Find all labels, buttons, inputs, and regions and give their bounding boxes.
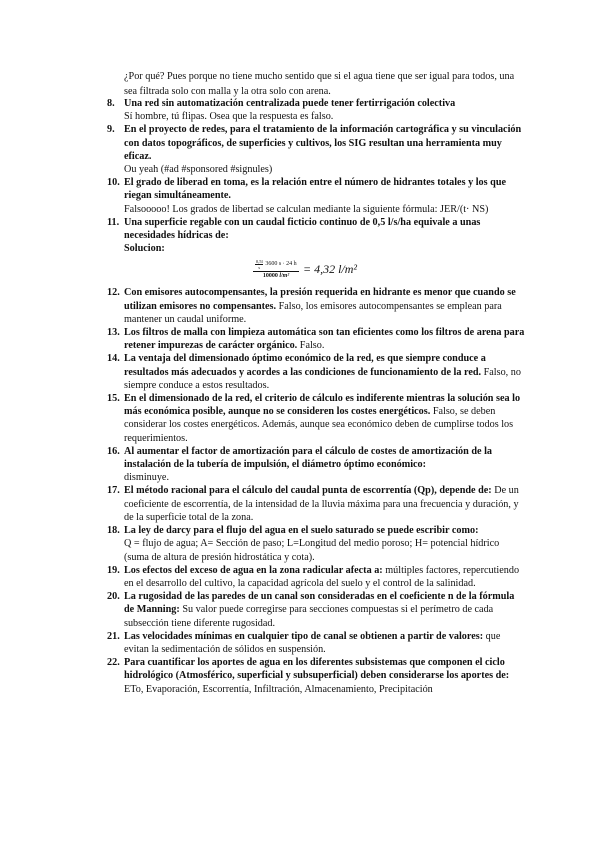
item-question: La ley de darcy para el flujo del agua en el suelo saturado se puede escribir como:: [124, 525, 479, 537]
item-number: 9.: [107, 124, 115, 136]
question-list: [107, 97, 526, 696]
item-answer: disminuye.: [124, 472, 169, 484]
item-question: Para cuantificar los aportes de agua en los diferentes subsistemas que componen el ciclo hidrológico (Atmosférico, superficial y subsuperficial) deben considerarse los aportes de:: [124, 657, 510, 682]
list-item: [107, 123, 526, 176]
item-answer: que evitan la sedimentación de sólidos en suspensión.: [124, 630, 501, 655]
item-number: 18.: [107, 525, 120, 537]
list-item: [107, 392, 526, 445]
formula-den-unit: l/m²: [279, 273, 290, 280]
item-question: Los filtros de malla con limpieza automática son tan eficientes como los filtros de arena para retener impurezas de carácter orgánico.: [124, 327, 525, 352]
formula-small-fraction: [255, 259, 263, 270]
item-question: El método racional para el cálculo del caudal punta de escorrentía (Qp), depende de:: [124, 485, 492, 497]
item-number: 16.: [107, 445, 120, 457]
item-number: 19.: [107, 564, 120, 576]
formula-numerator-rest: 3600 s · 24 h: [265, 261, 297, 268]
list-item: [107, 656, 526, 696]
item-question: Una red sin automatización centralizada puede tener fertirrigación colectiva: [124, 98, 456, 109]
item-question: En el dimensionado de la red, el criterio de cálculo es indiferente mientras la solución sea lo más económica posible, aunque no se consideren los costes energéticos.: [124, 393, 521, 418]
item-question: Una superficie regable con un caudal ficticio continuo de 0,5 l/s/ha equivale a unas necesidades hídricas de:: [124, 216, 481, 242]
list-item: [107, 590, 526, 630]
list-item: [107, 445, 526, 485]
item-number: 11.: [107, 216, 120, 228]
item-answer: Falso, los emisores autocompensantes se emplean para mantener un caudal uniforme.: [124, 300, 502, 325]
list-item: [107, 484, 526, 524]
item-answer: De un coeficiente de escorrentía, de la intensidad de la lluvia máxima para una frecuencia y duración, y de la superficie total de la zona.: [124, 485, 519, 523]
item-number: 20.: [107, 591, 120, 603]
formula-result: = 4,32 l/m²: [302, 262, 358, 277]
list-item: [107, 524, 526, 564]
item-answer: Falso.: [299, 340, 325, 352]
item-question: El grado de liberad en toma, es la relación entre el número de hidrantes totales y los que riegan simultáneamente.: [124, 177, 507, 202]
item-number: 10.: [107, 177, 120, 189]
item-question: Los efectos del exceso de agua en la zona radicular afecta a:: [124, 564, 383, 576]
list-item: [107, 352, 526, 392]
list-item: [107, 176, 526, 216]
item-number: 8.: [107, 98, 115, 109]
item-answer: múltiples factores, repercutiendo en el desarrollo del cultivo, la capacidad agrícola del suelo y el control de la salinidad.: [124, 564, 520, 589]
formula: [84, 259, 526, 280]
item-number: 14.: [107, 353, 120, 365]
list-item: [107, 630, 526, 656]
item-question: Las velocidades mínimas en cualquier tipo de canal se obtienen a partir de valores:: [124, 630, 484, 642]
item-question: En el proyecto de redes, para el tratamiento de la información cartográfica y su vinculación con datos topográficos, de superficies y cultivos, los SIG resultan una herramienta muy eficaz.: [124, 124, 522, 162]
list-item: [107, 326, 526, 352]
item-answer: ETo, Evaporación, Escorrentía, Infiltración, Almacenamiento, Precipitación: [124, 683, 433, 695]
formula-small-top: 0,5l: [255, 259, 263, 265]
item-answer: Su valor puede corregirse para secciones compuestas si el perímetro de cada subsección tiene diferente rugosidad.: [124, 604, 494, 629]
item-question: Al aumentar el factor de amortización para el cálculo de costes de amortización de la instalación de la tubería de impulsión, el diámetro óptimo económico:: [124, 445, 492, 471]
item-question: La rugosidad de las paredes de un canal son consideradas en el coeficiente n de la fórmula de Manning:: [124, 591, 515, 616]
list-item: [107, 564, 526, 590]
item-answer: Falsooooo! Los grados de libertad se calculan mediante la siguiente fórmula: JER/(t· NS): [124, 203, 489, 215]
item-answer: Q = flujo de agua; A= Sección de paso; L=Longitud del medio poroso; H= potencial hídrico (suma de altura de presión hidrostática y cota).: [124, 538, 500, 563]
item-answer: Falso, se deben considerar los costes energéticos. Además, aunque sea económico deben de cumplirse todos los requerimientos.: [124, 406, 514, 444]
item-answer: Falso, no siempre conduce a estos resultados.: [124, 366, 521, 391]
item-number: 12.: [107, 287, 120, 299]
item-question: La ventaja del dimensionado óptimo económico de la red, es que siempre conduce a resultados más adecuados y acordes a las condiciones de funcionamiento de la red.: [124, 353, 486, 378]
item-answer: Ou yeah (#ad #sponsored #signules): [124, 164, 273, 176]
item-number: 17.: [107, 485, 120, 497]
item-number: 22.: [107, 657, 120, 669]
solution-label: Solucion:: [124, 243, 165, 255]
formula-fraction: [253, 259, 299, 280]
formula-bar: [253, 271, 299, 272]
item-answer: Sí hombre, tú flipas. Osea que la respuesta es falso.: [124, 111, 334, 123]
item-number: 13.: [107, 327, 120, 339]
formula-den-value: 10000: [262, 273, 278, 280]
item-number: 21.: [107, 630, 120, 642]
item-number: 15.: [107, 393, 120, 405]
formula-numerator: [255, 259, 296, 270]
list-item: [107, 97, 526, 123]
intro-paragraph: ¿Por qué? Pues porque no tiene mucho sentido que si el agua tiene que ser igual para todos, una sea filtrada solo con malla y la otra solo con arena.: [124, 71, 515, 97]
formula-denominator: [263, 273, 289, 280]
list-item: [107, 216, 526, 281]
list-item: [107, 286, 526, 326]
item-question: Con emisores autocompensantes, la presión requerida en hidrante es menor que cuando se utilizan emisores no compensantes.: [124, 287, 516, 312]
formula-small-bottom: s: [258, 265, 261, 271]
